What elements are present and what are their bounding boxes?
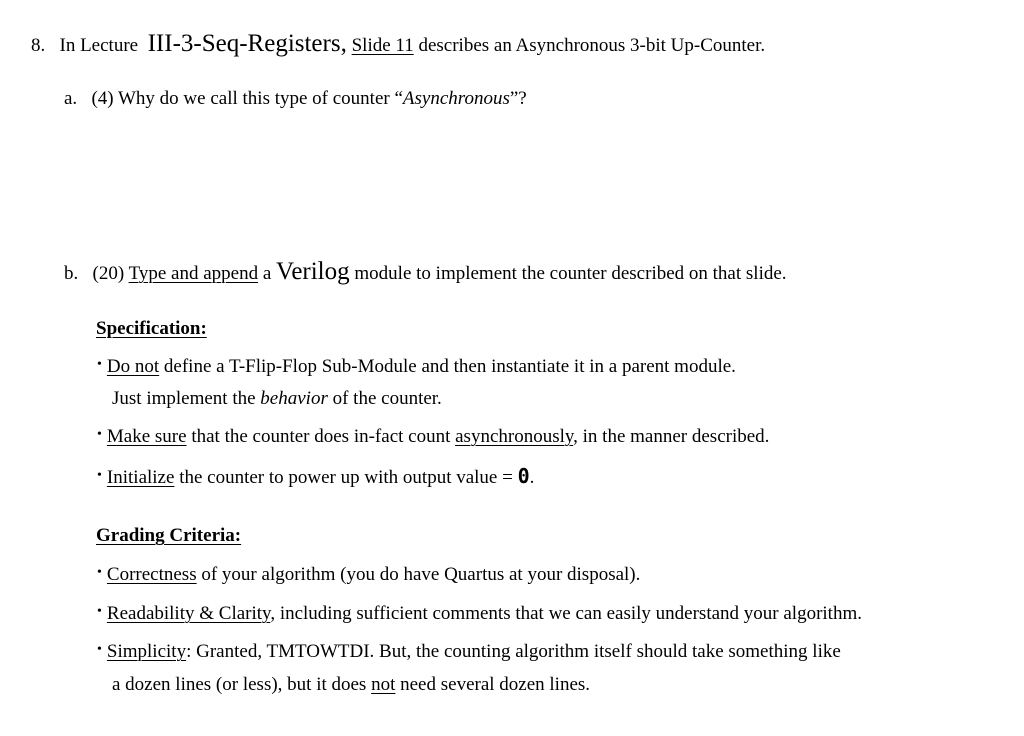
grading-bullet-2 — [97, 603, 862, 625]
behavior-term: behavior — [260, 388, 328, 409]
verilog-term: Verilog — [276, 258, 350, 285]
grading-bullet-1-text: of your algorithm (you do have Quartus at your disposal). — [201, 564, 641, 585]
spec-bullet-1-line-2 — [112, 388, 442, 410]
grading-bullet-3-text: : Granted, TMTOWTDI. But, the counting algorithm itself should take something like — [186, 641, 841, 662]
bullet-dot: • — [97, 357, 102, 372]
question-number: 8. — [31, 35, 46, 56]
part-a-letter: a. — [64, 88, 78, 109]
not-emphasis: not — [371, 674, 396, 695]
spec-bullet-3-end: . — [529, 467, 535, 488]
part-a-text: (4) Why do we call this type of counter “ — [91, 88, 403, 109]
grading-heading: Grading Criteria: — [96, 525, 242, 546]
question-text-start: In Lecture — [59, 35, 139, 56]
grading-bullet-3-l2-b: need several dozen lines. — [400, 674, 591, 695]
question-8-line — [31, 30, 765, 58]
spec-bullet-1 — [97, 356, 736, 378]
grading-bullet-2-text: , including sufficient comments that we can easily understand your algorithm. — [270, 603, 862, 624]
part-a-line — [64, 88, 527, 110]
part-a-end: ”? — [509, 88, 527, 109]
slide-reference: Slide 11 — [351, 35, 414, 56]
spec-bullet-2 — [97, 426, 769, 448]
part-b-points: (20) — [92, 263, 125, 284]
grading-bullet-1 — [97, 564, 640, 586]
spec-bullet-1-l2-b: of the counter. — [332, 388, 442, 409]
initial-value: 0 — [517, 464, 530, 488]
question-text-end: describes an Asynchronous 3-bit Up-Counter. — [418, 35, 766, 56]
asynchronous-term: Asynchronous — [402, 88, 510, 109]
correctness-emphasis: Correctness — [106, 564, 197, 585]
part-b-text-end: module to implement the counter described on that slide. — [354, 263, 787, 284]
spec-bullet-2-text: that the counter does in-fact count — [191, 426, 451, 447]
initialize-emphasis: Initialize — [106, 467, 175, 488]
specification-heading: Specification: — [96, 318, 207, 339]
asynchronously-emphasis: asynchronously — [455, 426, 574, 447]
grading-bullet-3-l2-a: a dozen lines (or less), but it does — [112, 674, 367, 695]
spec-bullet-3-text: the counter to power up with output value = — [179, 467, 513, 488]
lecture-name: III-3-Seq-Registers, — [147, 30, 347, 57]
make-sure-emphasis: Make sure — [106, 426, 187, 447]
spec-bullet-1-l2-a: Just implement the — [112, 388, 256, 409]
part-b-action: Type and append — [128, 263, 259, 284]
bullet-dot: • — [97, 427, 102, 442]
part-b-letter: b. — [64, 263, 79, 284]
spec-bullet-1-text: define a T-Flip-Flop Sub-Module and then instantiate it in a parent module. — [163, 356, 736, 377]
simplicity-emphasis: Simplicity — [106, 641, 187, 662]
part-b-text-a: a — [262, 263, 272, 284]
part-b-line — [64, 258, 787, 286]
readability-emphasis: Readability & Clarity — [106, 603, 271, 624]
do-not-emphasis: Do not — [106, 356, 160, 377]
bullet-dot: • — [97, 565, 102, 580]
bullet-dot: • — [97, 604, 102, 619]
bullet-dot: • — [97, 468, 102, 483]
grading-bullet-3 — [97, 641, 841, 663]
spec-bullet-2-end: , in the manner described. — [573, 426, 770, 447]
bullet-dot: • — [97, 642, 102, 657]
spec-bullet-3 — [97, 464, 534, 489]
grading-bullet-3-line-2 — [112, 674, 590, 696]
